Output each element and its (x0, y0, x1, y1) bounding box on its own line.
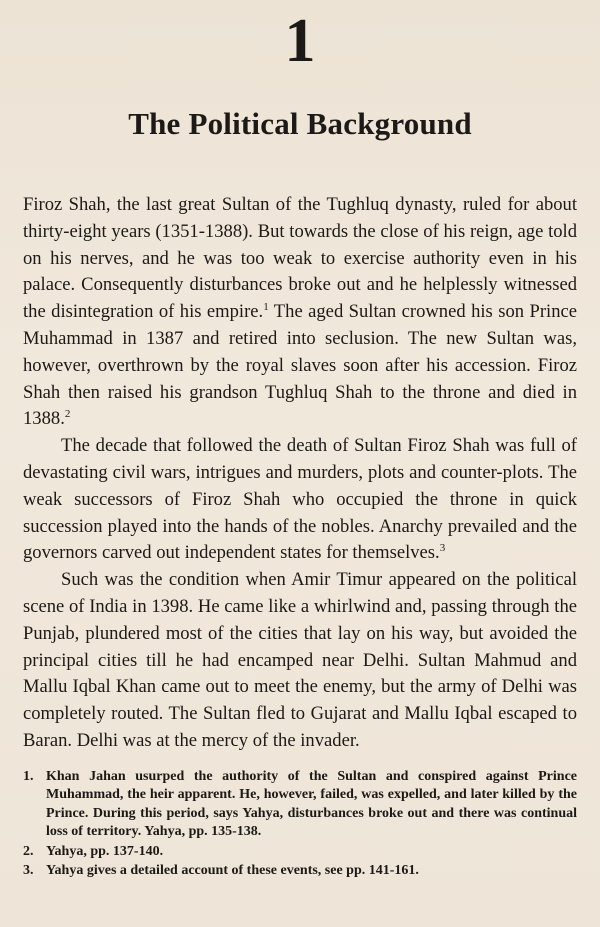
footnote-text: Yahya, pp. 137-140. (46, 843, 164, 859)
body-text (23, 192, 577, 755)
footnote-ref-1[interactable]: 1 (263, 301, 269, 313)
footnote-ref-2[interactable]: 2 (64, 408, 71, 421)
footnote-number: 1. (23, 769, 34, 784)
footnote-3 (23, 862, 577, 880)
paragraph-1 (23, 192, 577, 433)
chapter-number: 1 (284, 7, 316, 75)
paragraph-3 (23, 567, 577, 755)
paragraph-text: The aged Sultan crowned his son Prince Muhammad in 1387 and retired into seclusion. The new Sultan was, however, overthrown by the royal slaves soon after his accession. Firoz Shah then raised his grandson Tughluq Shah to the throne and died in 1388. (23, 301, 577, 430)
footnote-number: 2. (23, 843, 34, 859)
paragraph-text: Such was the condition when Amir Timur appeared on the political scene of India in 1398. He came like a whirlwind and, passing through the Punjab, plundered most of the cities that lay on his way, but avoided the principal cities till he had encamped near Delhi. Sultan Mahmud and Mallu Iqbal Khan came out to meet the enemy, but the army of Delhi was completely routed. The Sultan fled to Gujarat and Mallu Iqbal escaped to Baran. Delhi was at the mercy of the invader. (23, 569, 577, 751)
footnote-text: Khan Jahan usurped the authority of the Sultan and conspired against Prince Muhammad, the heir apparent. He, however, failed, was expelled, and later killed by the Prince. During this period, says Yahya, disturbances broke out and there was continual loss of territory. Yahya, pp. 135-138. (46, 769, 577, 840)
paragraph-text: Firoz Shah, the last great Sultan of the Tughluq dynasty, ruled for about thirty-eight years (1351-1388). But towards the close of his reign, age told on his nerves, and he was too weak to exercise authority even in his palace. Consequently disturbances broke out and he helplessly witnessed the disintegration of his empire. (23, 194, 577, 323)
footnote-ref-3[interactable]: 3 (439, 542, 446, 555)
paragraph-text: The decade that followed the death of Sultan Firoz Shah was full of devastating civil wars, intrigues and murders, plots and counter-plots. The weak successors of Firoz Shah who occupied the throne in quick succession played into the hands of the nobles. Anarchy prevailed and the governors carved out independent states for themselves. (23, 435, 577, 564)
footnote-1 (23, 768, 577, 842)
paragraph-2 (23, 433, 577, 567)
footnote-text: Yahya gives a detailed account of these events, see pp. 141-161. (46, 863, 419, 879)
footnote-number: 3. (23, 863, 34, 879)
chapter-title: The Political Background (128, 106, 472, 141)
footnote-2 (23, 843, 577, 861)
footnotes (23, 768, 577, 881)
